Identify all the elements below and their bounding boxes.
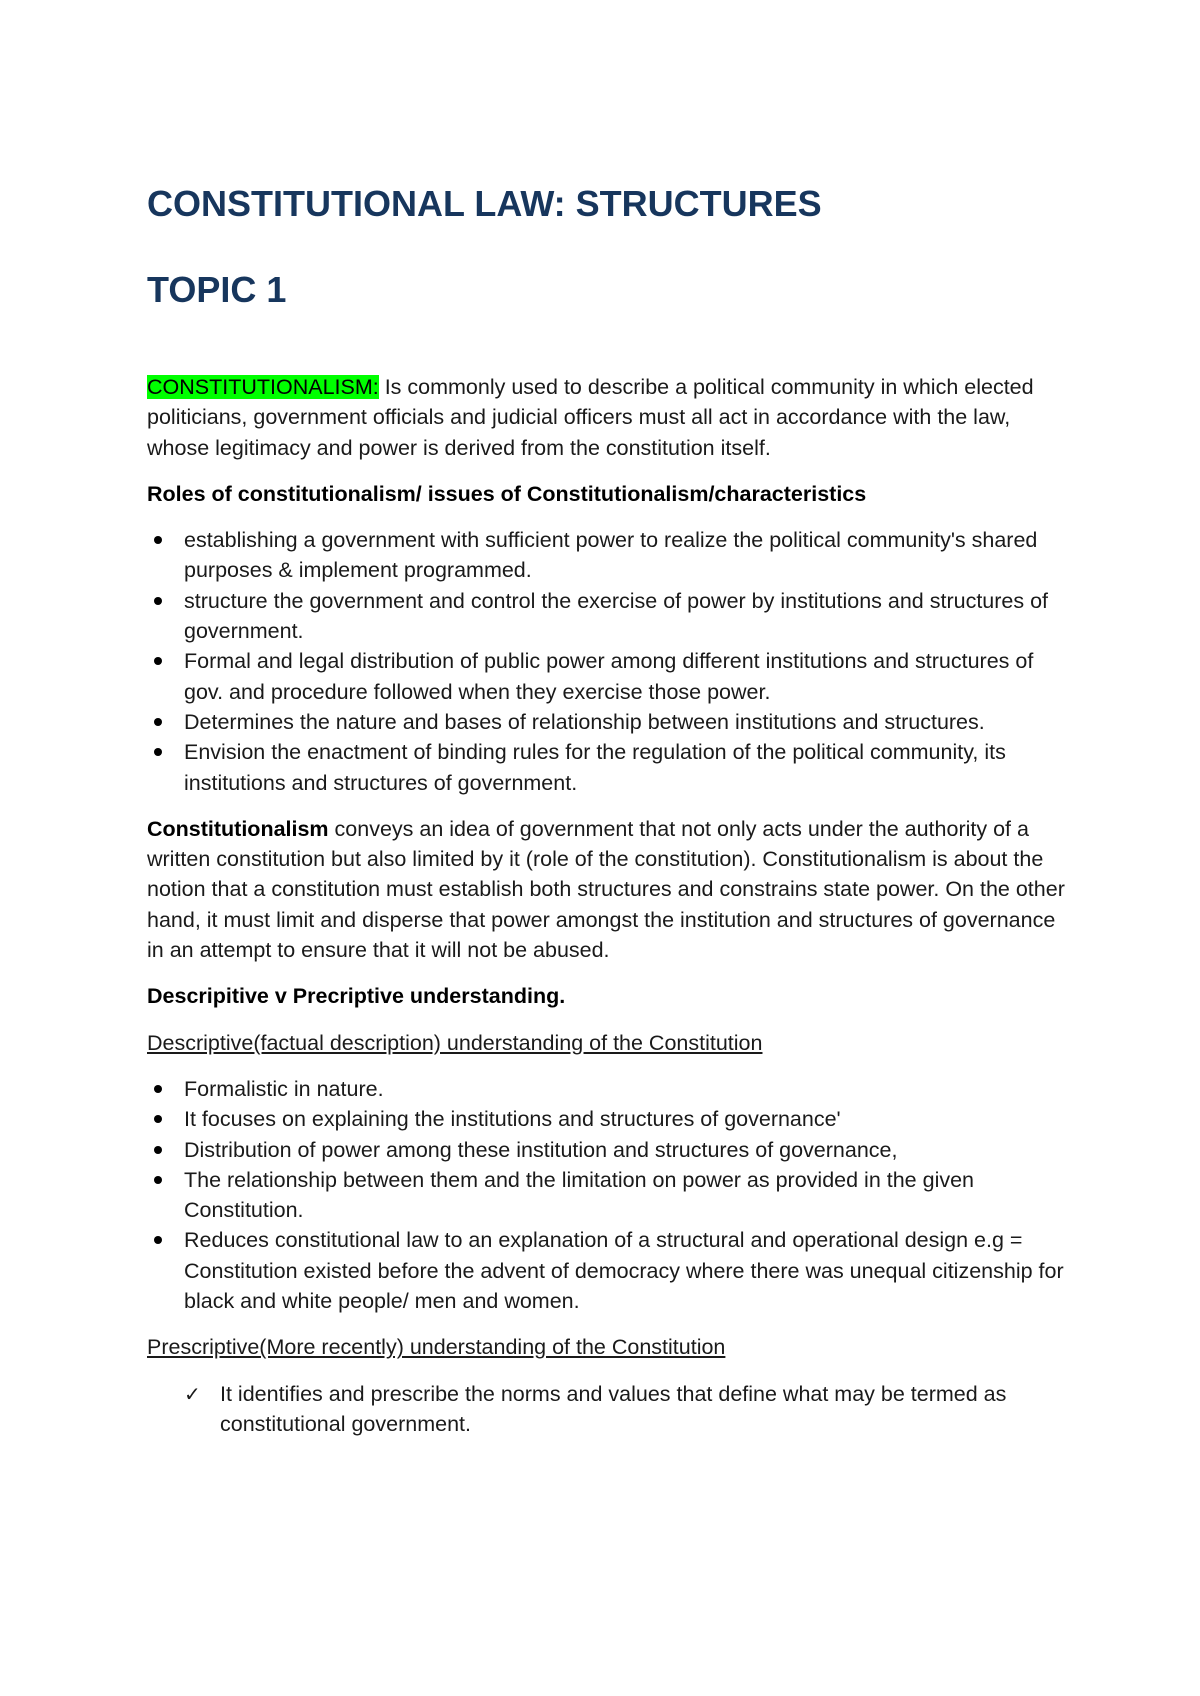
list-item: Formal and legal distribution of public power among different institutions and structures of gov. and procedure followed when they exercise those power.: [147, 646, 1077, 707]
conveys-text: conveys an idea of government that not only acts under the authority of a written constitution but also limited by it (role of the constitution). Constitutionalism is about the notion that a constitution must establish both structures and constrains state power. On the other hand, it must limit and disperse that power amongst the institution and structures of governance in an attempt to ensure that it will not be abused.: [147, 816, 1065, 963]
definition-paragraph: [147, 372, 1077, 463]
document-title: CONSTITUTIONAL LAW: STRUCTURES: [147, 183, 822, 224]
bold-term: Constitutionalism: [147, 816, 329, 841]
list-item: Envision the enactment of binding rules for the regulation of the political community, its institutions and structures of government.: [147, 737, 1077, 798]
list-item: Formalistic in nature.: [147, 1074, 1077, 1104]
highlighted-term: CONSTITUTIONALISM:: [147, 375, 379, 399]
descriptive-list: [147, 1074, 1077, 1316]
list-item: Reduces constitutional law to an explanation of a structural and operational design e.g = Constitution existed before the advent of democracy where there was unequal citizenship for black and white people/ men and women.: [147, 1225, 1077, 1316]
document-body: [147, 372, 1077, 1455]
descriptive-heading: Descriptive(factual description) understanding of the Constitution: [147, 1030, 763, 1055]
list-item-text: It identifies and prescribe the norms and values that define what may be termed as constitutional government.: [220, 1381, 1007, 1436]
list-item: Determines the nature and bases of relationship between institutions and structures.: [147, 707, 1077, 737]
prescriptive-heading: Prescriptive(More recently) understanding of the Constitution: [147, 1335, 726, 1360]
definition-text: Is commonly used to describe a political community in which elected politicians, government officials and judicial officers must all act in accordance with the law, whose legitimacy and power is derived from the constitution itself.: [147, 375, 1034, 460]
roles-list: [147, 525, 1077, 798]
check-icon: ✓: [184, 1381, 201, 1406]
list-item: establishing a government with sufficient power to realize the political community's shared purposes & implement programmed.: [147, 525, 1077, 586]
list-item: It focuses on explaining the institutions and structures of governance': [147, 1104, 1077, 1134]
understanding-heading: Descripitive v Precriptive understanding.: [147, 984, 566, 1009]
prescriptive-list: [147, 1379, 1077, 1440]
roles-heading: Roles of constitutionalism/ issues of Constitutionalism/characteristics: [147, 481, 867, 506]
list-item: structure the government and control the exercise of power by institutions and structures of government.: [147, 586, 1077, 647]
list-item: Distribution of power among these institution and structures of governance,: [147, 1135, 1077, 1165]
list-item: [147, 1379, 1077, 1440]
topic-heading: TOPIC 1: [147, 269, 287, 310]
list-item: The relationship between them and the limitation on power as provided in the given Constitution.: [147, 1165, 1077, 1226]
conveys-paragraph: [147, 814, 1077, 965]
